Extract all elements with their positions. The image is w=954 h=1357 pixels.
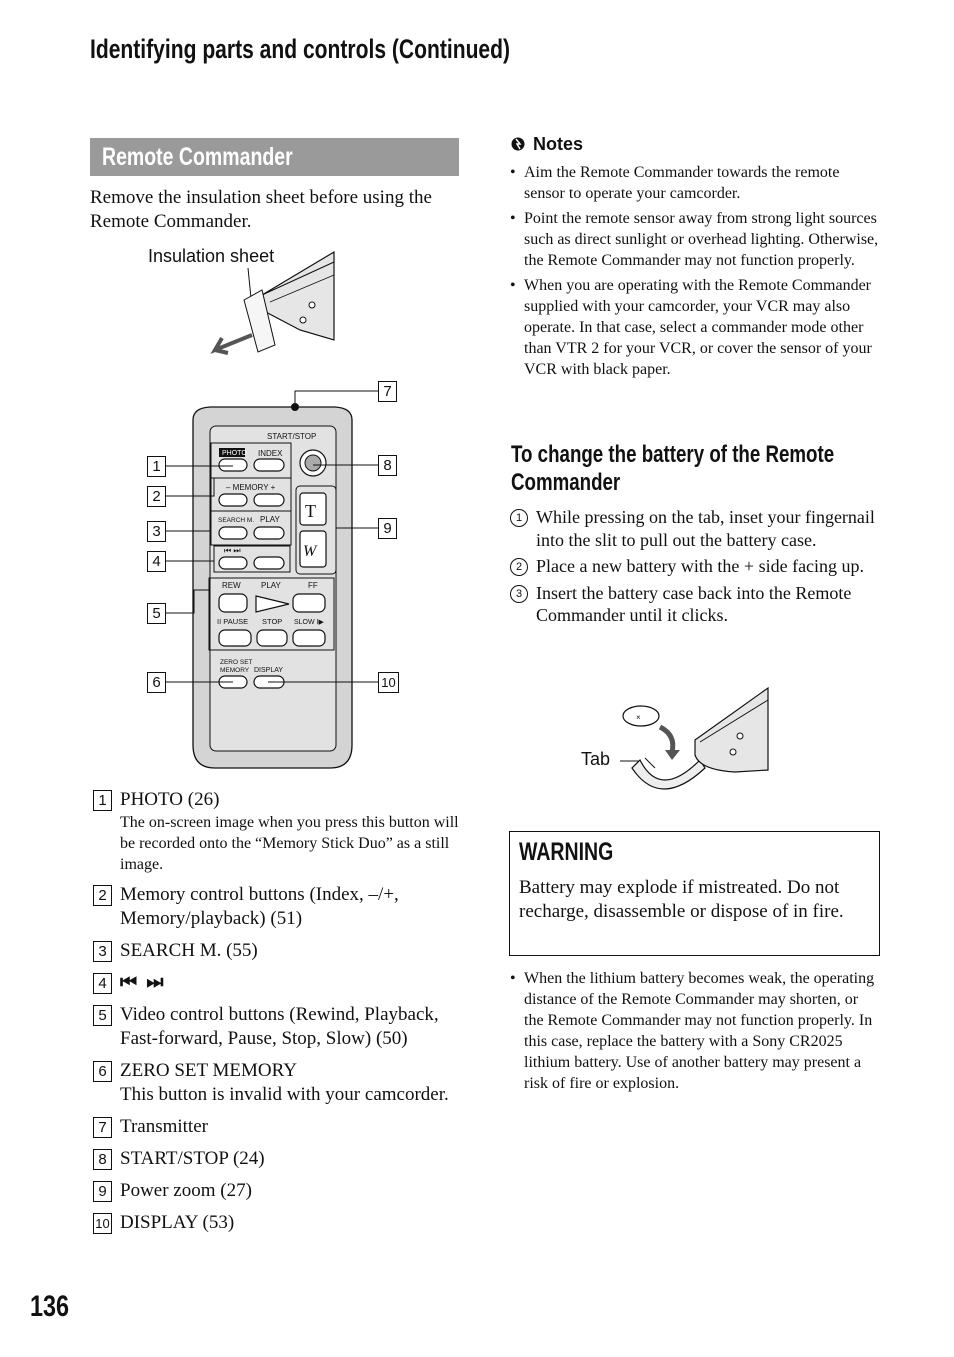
svg-text:T: T bbox=[305, 501, 316, 521]
page-header: Identifying parts and controls (Continued) bbox=[90, 34, 511, 64]
callout-7: 7 bbox=[378, 381, 397, 402]
item-number: 4 bbox=[93, 973, 112, 994]
item-text-2: This button is invalid with your camcorder. bbox=[120, 1084, 449, 1105]
svg-text:– MEMORY +: – MEMORY + bbox=[226, 483, 276, 492]
notes-title: Notes bbox=[533, 134, 584, 154]
step-number: 2 bbox=[510, 558, 528, 576]
item-number: 6 bbox=[93, 1061, 112, 1082]
page-number: 136 bbox=[30, 1290, 70, 1323]
item-text: DISPLAY (53) bbox=[120, 1212, 235, 1233]
insulation-sheet-label: Insulation sheet bbox=[148, 246, 275, 266]
svg-text:INDEX: INDEX bbox=[258, 449, 283, 458]
warning-box bbox=[509, 831, 880, 956]
lithium-note: • When the lithium battery becomes weak, the operating distance of the Remote Commander may shorten, or the Remote Commander may not function properly. In this case, replace the battery with a Sony CR2025 lithium battery. Use of another battery may present a risk of fire or explosion. bbox=[510, 968, 880, 1094]
item-number: 10 bbox=[93, 1213, 112, 1234]
item-number: 1 bbox=[93, 790, 112, 811]
note-item: • Aim the Remote Commander towards the remote sensor to operate your camcorder. bbox=[510, 162, 880, 204]
item-text: START/STOP (24) bbox=[120, 1148, 265, 1169]
svg-text:II PAUSE: II PAUSE bbox=[217, 617, 249, 626]
item-number: 2 bbox=[93, 885, 112, 906]
callout-10: 10 bbox=[378, 672, 399, 693]
item-number: 3 bbox=[93, 941, 112, 962]
callout-3: 3 bbox=[147, 521, 166, 542]
note-item: • When you are operating with the Remote Commander supplied with your camcorder, your VCR may also operate. In that case, select a commander mode other than VTR 2 for your VCR, or cover the sensor of your VCR with black paper. bbox=[510, 275, 880, 380]
svg-text:STOP: STOP bbox=[262, 617, 283, 626]
item-text: ZERO SET MEMORY bbox=[120, 1060, 298, 1081]
svg-text:ZERO SET: ZERO SET bbox=[220, 659, 253, 666]
item-text: PHOTO (26) bbox=[120, 789, 220, 810]
callout-8: 8 bbox=[378, 455, 397, 476]
svg-text:PHOTO: PHOTO bbox=[222, 450, 247, 457]
battery-heading-line-1: To change the battery of the Remote bbox=[511, 441, 835, 468]
warning-text: Battery may explode if mistreated. Do not recharge, disassemble or dispose of in fire. bbox=[519, 877, 844, 922]
svg-text:DISPLAY: DISPLAY bbox=[254, 667, 284, 674]
callout-4: 4 bbox=[147, 551, 166, 572]
svg-text:FF: FF bbox=[308, 581, 318, 590]
step-text: While pressing on the tab, inset your fingernail into the slit to pull out the battery case. bbox=[536, 507, 875, 550]
item-number: 9 bbox=[93, 1181, 112, 1202]
warning-title: WARNING bbox=[519, 838, 614, 866]
item-text: Power zoom (27) bbox=[120, 1180, 252, 1201]
item-text: Memory control buttons (Index, –/+, Memory/playback) (51) bbox=[120, 884, 399, 929]
callout-5: 5 bbox=[147, 603, 166, 624]
svg-text:REW: REW bbox=[222, 581, 241, 590]
item-number: 7 bbox=[93, 1117, 112, 1138]
svg-text:START/STOP: START/STOP bbox=[267, 432, 317, 441]
prev-next-icon: ⏮ ⏭ bbox=[120, 972, 166, 993]
svg-text:W: W bbox=[303, 543, 317, 560]
item-subtext: The on-screen image when you press this button will be recorded onto the “Memory Stick Duo” as a still image. bbox=[120, 814, 459, 873]
svg-text:SLOW I▶: SLOW I▶ bbox=[294, 619, 324, 626]
callout-6: 6 bbox=[147, 672, 166, 693]
battery-heading-line-2: Commander bbox=[511, 469, 621, 496]
tab-label: Tab bbox=[581, 749, 611, 769]
step-number: 3 bbox=[510, 585, 528, 603]
svg-text:×: × bbox=[636, 713, 641, 722]
callout-9: 9 bbox=[378, 518, 397, 539]
item-text: Transmitter bbox=[120, 1116, 208, 1137]
callout-1: 1 bbox=[147, 456, 166, 477]
note-item: • Point the remote sensor away from strong light sources such as direct sunlight or overhead lighting. Otherwise, the Remote Commander may not function properly. bbox=[510, 208, 880, 271]
step-number: 1 bbox=[510, 509, 528, 527]
lithium-note-list bbox=[510, 968, 880, 1098]
item-text: SEARCH M. (55) bbox=[120, 940, 258, 961]
step-text: Insert the battery case back into the Remote Commander until it clicks. bbox=[536, 582, 852, 625]
section-title: Remote Commander bbox=[102, 143, 293, 171]
svg-text:PLAY: PLAY bbox=[261, 581, 281, 590]
svg-text:MEMORY: MEMORY bbox=[220, 667, 250, 674]
item-number: 5 bbox=[93, 1005, 112, 1026]
callout-2: 2 bbox=[147, 486, 166, 507]
svg-text:SEARCH M.: SEARCH M. bbox=[218, 517, 255, 524]
svg-text:⏮ ⏭: ⏮ ⏭ bbox=[224, 546, 241, 555]
step-text: Place a new battery with the + side facing up. bbox=[536, 556, 865, 576]
item-number: 8 bbox=[93, 1149, 112, 1170]
svg-text:PLAY: PLAY bbox=[260, 515, 280, 524]
intro-text: Remove the insulation sheet before using the Remote Commander. bbox=[90, 187, 432, 232]
item-text: Video control buttons (Rewind, Playback, Fast-forward, Pause, Stop, Slow) (50) bbox=[120, 1004, 439, 1049]
